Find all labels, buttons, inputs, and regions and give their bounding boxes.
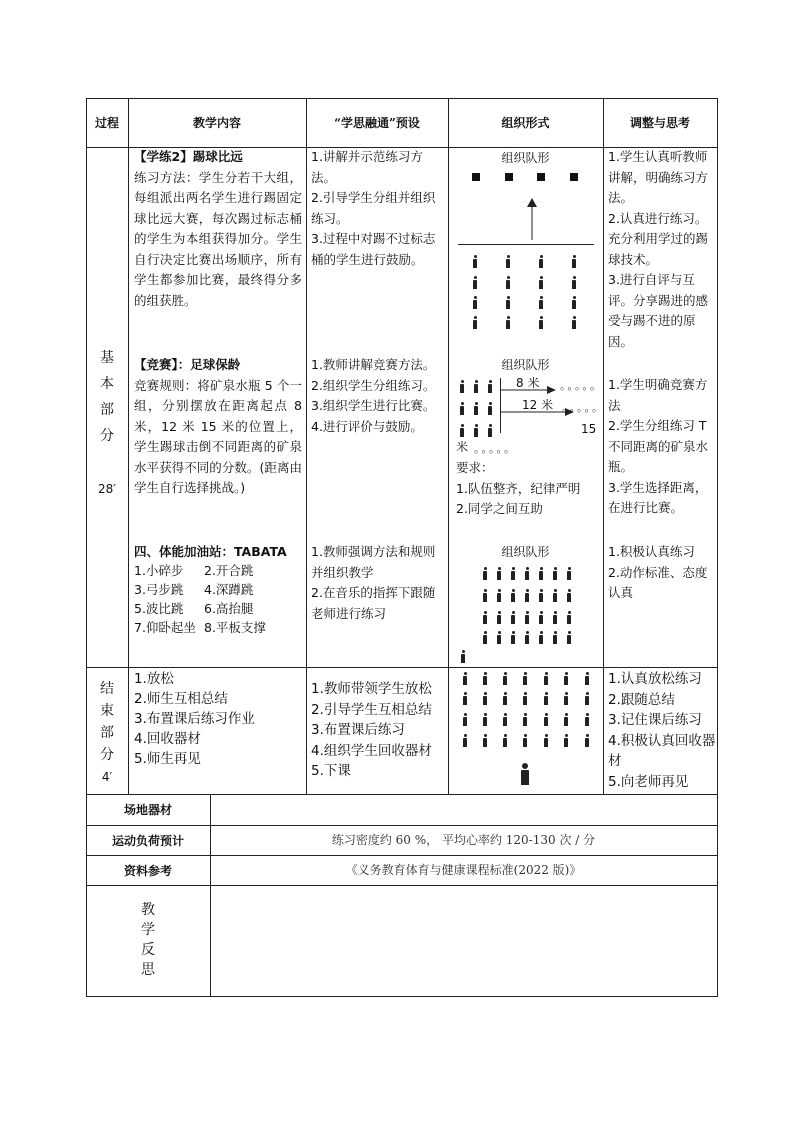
student-figure-icon xyxy=(571,316,577,329)
preset-item: 3.布置课后练习 xyxy=(311,722,405,738)
fitness-row xyxy=(134,561,304,580)
fitness-item: 3.弓步跳 xyxy=(134,582,184,597)
arrow-up-icon xyxy=(527,198,537,240)
student-figure-icon xyxy=(473,380,479,393)
student-figure-icon xyxy=(510,567,516,580)
teaching-reflection-label xyxy=(86,900,210,980)
student-figure-icon xyxy=(552,567,558,580)
practice-content xyxy=(134,147,302,311)
practice-title: 【学练2】踢球比远 xyxy=(134,149,243,164)
reflection-item: 1.学生明确竞赛方法 xyxy=(608,377,708,413)
student-figure-icon xyxy=(563,713,569,726)
label-char: 分 xyxy=(100,747,114,763)
student-figure-icon xyxy=(482,734,488,747)
student-figure-icon xyxy=(472,255,478,268)
student-figure-icon xyxy=(538,611,544,624)
header-process: 过程 xyxy=(94,116,119,130)
student-figure-icon xyxy=(487,424,493,437)
student-figure-icon xyxy=(462,672,468,685)
student-figure-icon xyxy=(482,672,488,685)
reflection-item: 2.跟随总结 xyxy=(608,691,675,708)
preset-item: 4.进行评价与鼓励。 xyxy=(311,418,423,434)
student-figure-icon xyxy=(584,734,590,747)
preset-item: 1.教师讲解竞赛方法。 xyxy=(311,357,436,372)
student-figure-icon xyxy=(505,296,511,309)
competition-formation-title: 组织队形 xyxy=(501,358,550,372)
student-figure-icon xyxy=(510,631,516,644)
student-figure-icon xyxy=(482,692,488,705)
practice-preset xyxy=(311,147,444,270)
student-figure-icon xyxy=(510,589,516,602)
student-figure-icon xyxy=(563,734,569,747)
student-figure-icon xyxy=(552,631,558,644)
preset-item: 1.讲解并示范练习方法。 xyxy=(311,149,423,185)
end-content xyxy=(134,669,304,769)
label-char: 教 xyxy=(141,902,155,918)
label-char: 部 xyxy=(100,402,114,418)
end-reflection xyxy=(608,669,716,792)
fitness-row xyxy=(134,599,304,618)
header-reflection: 调整与思考 xyxy=(629,116,690,130)
fitness-reflection xyxy=(608,542,714,604)
student-figure-icon xyxy=(459,380,465,393)
preset-item: 2.引导学生分组并组织练习。 xyxy=(311,190,436,226)
student-figure-icon xyxy=(584,692,590,705)
student-figure-icon xyxy=(566,567,572,580)
content-item: 1.放松 xyxy=(134,671,174,687)
basic-section-label xyxy=(86,345,128,449)
ref-label: 资料参考 xyxy=(123,864,172,878)
reflection-item: 4.积极认真回收器材 xyxy=(608,732,716,769)
reflection-item: 2.动作标准、态度认真 xyxy=(608,564,708,600)
student-figure-icon xyxy=(473,402,479,415)
preset-item: 3.组织学生进行比赛。 xyxy=(311,398,436,413)
reflection-item: 2.认真进行练习。充分利用学过的踢球技术。 xyxy=(608,210,709,267)
student-figure-icon xyxy=(462,734,468,747)
student-figure-icon xyxy=(472,296,478,309)
student-figure-icon xyxy=(563,672,569,685)
student-figure-icon xyxy=(538,255,544,268)
student-figure-icon xyxy=(566,589,572,602)
label-char: 分 xyxy=(100,428,114,444)
header-preset: “学思融通”预设 xyxy=(334,116,420,130)
fitness-row xyxy=(134,618,304,637)
label-char: 基 xyxy=(100,350,114,366)
content-item: 4.回收器材 xyxy=(134,731,201,747)
fitness-item: 4.深蹲跳 xyxy=(204,582,254,597)
student-figure-icon xyxy=(552,589,558,602)
reflection-item: 1.积极认真练习 xyxy=(608,544,695,559)
student-figure-icon xyxy=(543,713,549,726)
student-figure-icon xyxy=(566,631,572,644)
preset-item: 2.组织学生分组练习。 xyxy=(311,377,436,393)
marker-square xyxy=(570,173,578,181)
distance-8-label: 8 米 xyxy=(516,376,540,390)
venue-label: 场地器材 xyxy=(123,803,172,817)
ref-value: 《义务教育体育与健康课程标准(2022 版)》 xyxy=(345,863,582,877)
fitness-item: 8.平板支撑 xyxy=(204,620,266,635)
student-figure-icon xyxy=(482,713,488,726)
end-preset xyxy=(311,679,446,782)
student-figure-icon xyxy=(538,276,544,289)
competition-content xyxy=(134,355,302,499)
student-figure-icon xyxy=(505,276,511,289)
student-figure-icon xyxy=(538,631,544,644)
preset-item: 1.教师强调方法和规则并组织教学 xyxy=(311,544,436,580)
student-figure-icon xyxy=(584,713,590,726)
student-figure-icon xyxy=(543,672,549,685)
student-figure-icon xyxy=(524,589,530,602)
preset-item: 4.组织学生回收器材 xyxy=(311,742,432,759)
label-char: 部 xyxy=(100,725,114,741)
student-figure-icon xyxy=(473,424,479,437)
student-figure-icon xyxy=(482,611,488,624)
student-figure-icon xyxy=(502,734,508,747)
student-figure-icon xyxy=(584,672,590,685)
student-figure-icon xyxy=(522,692,528,705)
end-section-label xyxy=(86,678,128,788)
student-figure-icon xyxy=(510,611,516,624)
student-figure-icon xyxy=(496,567,502,580)
student-figure-icon xyxy=(462,692,468,705)
fitness-item: 7.仰卧起坐 xyxy=(134,620,196,635)
student-figure-icon xyxy=(543,692,549,705)
student-figure-icon xyxy=(482,589,488,602)
student-figure-icon xyxy=(524,611,530,624)
start-line xyxy=(458,244,594,245)
competition-reflection xyxy=(608,375,714,519)
student-figure-icon xyxy=(571,276,577,289)
practice-formation-title: 组织队形 xyxy=(501,151,550,165)
distance-12-label: 12 米 xyxy=(522,398,554,412)
fitness-formation-title: 组织队形 xyxy=(501,545,550,559)
reflection-item: 5.向老师再见 xyxy=(608,773,689,790)
reflection-item: 1.学生认真听教师讲解，明确练习方法。 xyxy=(608,149,709,205)
teacher-figure-icon xyxy=(519,763,531,785)
label-char: 束 xyxy=(100,703,114,719)
student-figure-icon xyxy=(496,611,502,624)
end-duration: 4′ xyxy=(101,770,113,784)
fitness-item: 5.波比跳 xyxy=(134,601,184,616)
fitness-preset xyxy=(311,542,444,624)
student-figure-icon xyxy=(552,611,558,624)
student-figure-icon xyxy=(566,611,572,624)
student-figure-icon xyxy=(538,589,544,602)
distance-15-unit: 米 xyxy=(456,440,469,454)
fitness-item: 1.小碎步 xyxy=(134,563,184,578)
student-figure-icon xyxy=(522,734,528,747)
content-item: 5.师生再见 xyxy=(134,751,201,767)
student-figure-icon xyxy=(502,713,508,726)
load-label: 运动负荷预计 xyxy=(111,834,184,848)
label-char: 思 xyxy=(141,962,155,978)
preset-item: 1.教师带领学生放松 xyxy=(311,681,432,697)
label-char: 结 xyxy=(100,681,114,697)
student-figure-icon xyxy=(571,255,577,268)
student-figure-icon xyxy=(482,631,488,644)
student-figure-icon xyxy=(538,316,544,329)
preset-item: 5.下课 xyxy=(311,763,351,779)
student-figure-icon xyxy=(502,672,508,685)
student-figure-icon xyxy=(524,631,530,644)
student-figure-icon xyxy=(522,713,528,726)
student-figure-icon xyxy=(482,567,488,580)
fitness-item: 6.高抬腿 xyxy=(204,601,254,616)
teacher-figure-icon xyxy=(460,650,466,663)
fitness-row xyxy=(134,580,304,599)
requirement-item: 2.同学之间互助 xyxy=(456,501,543,516)
distance-15-label: 15 xyxy=(581,422,597,436)
fitness-title: 四、体能加油站：TABATA xyxy=(134,544,287,559)
student-figure-icon xyxy=(505,316,511,329)
marker-square xyxy=(505,173,513,181)
student-figure-icon xyxy=(496,589,502,602)
content-item: 2.师生互相总结 xyxy=(134,691,228,707)
student-figure-icon xyxy=(571,296,577,309)
student-figure-icon xyxy=(524,567,530,580)
student-figure-icon xyxy=(538,567,544,580)
label-char: 学 xyxy=(141,922,155,938)
preset-item: 3.过程中对踢不过标志桶的学生进行鼓励。 xyxy=(311,231,436,267)
content-item: 3.布置课后练习作业 xyxy=(134,711,255,727)
student-figure-icon xyxy=(487,402,493,415)
student-figure-icon xyxy=(502,692,508,705)
label-char: 本 xyxy=(100,376,114,392)
student-figure-icon xyxy=(459,424,465,437)
reflection-item: 2.学生分组练习 T 不同距离的矿泉水瓶。 xyxy=(608,418,709,474)
bottle-row: 。。。。。 xyxy=(474,442,517,455)
reflection-item: 3.进行自评与互评。分享踢进的感受与踢不进的原因。 xyxy=(608,272,709,349)
requirement-item: 1.队伍整齐，纪律严明 xyxy=(456,480,581,496)
marker-square xyxy=(472,173,480,181)
marker-square xyxy=(537,173,545,181)
student-figure-icon xyxy=(505,255,511,268)
bottle-row: 。。。。。 xyxy=(560,379,603,392)
student-figure-icon xyxy=(487,380,493,393)
student-figure-icon xyxy=(462,713,468,726)
header-organization: 组织形式 xyxy=(501,116,550,130)
competition-text: 竞赛规则：将矿泉水瓶 5 个一组，分别摆放在距离起点 8 米，12 米 15 米的位置上，学生踢球击倒不同距离的矿泉水平获得不同的分数。(距离由学生自行选择挑战。) xyxy=(134,377,302,495)
requirements xyxy=(456,458,601,520)
student-figure-icon xyxy=(563,692,569,705)
preset-item: 2.引导学生互相总结 xyxy=(311,701,432,718)
header-content: 教学内容 xyxy=(192,116,241,130)
student-figure-icon xyxy=(459,402,465,415)
basic-duration: 28′ xyxy=(98,482,116,496)
reflection-item: 1.认真放松练习 xyxy=(608,671,702,687)
fitness-content xyxy=(134,542,304,637)
practice-reflection xyxy=(608,147,714,352)
practice-text: 练习方法：学生分若干大组，每组派出两名学生进行踢固定球比远大赛，每次踢过标志桶的学生为本组获得加分。学生自行决定比赛出场顺序，所有学生都参加比赛，最终得分多的组获胜。 xyxy=(134,169,302,308)
reflection-item: 3.记住课后练习 xyxy=(608,712,702,728)
student-figure-icon xyxy=(543,734,549,747)
label-char: 反 xyxy=(141,942,155,958)
reflection-item: 3.学生选择距离，在进行比赛。 xyxy=(608,479,708,515)
competition-title: 【竞赛】：足球保龄 xyxy=(134,357,241,372)
student-figure-icon xyxy=(472,316,478,329)
load-value: 练习密度约 60 %， 平均心率约 120-130 次 / 分 xyxy=(331,833,596,847)
competition-preset xyxy=(311,355,444,437)
fitness-item: 2.开合跳 xyxy=(204,563,254,578)
bottle-row: 。。。。。 xyxy=(562,401,605,414)
requirement-title: 要求： xyxy=(456,460,494,475)
student-figure-icon xyxy=(496,631,502,644)
student-figure-icon xyxy=(522,672,528,685)
student-figure-icon xyxy=(538,296,544,309)
preset-item: 2.在音乐的指挥下跟随老师进行练习 xyxy=(311,585,436,621)
student-figure-icon xyxy=(472,276,478,289)
